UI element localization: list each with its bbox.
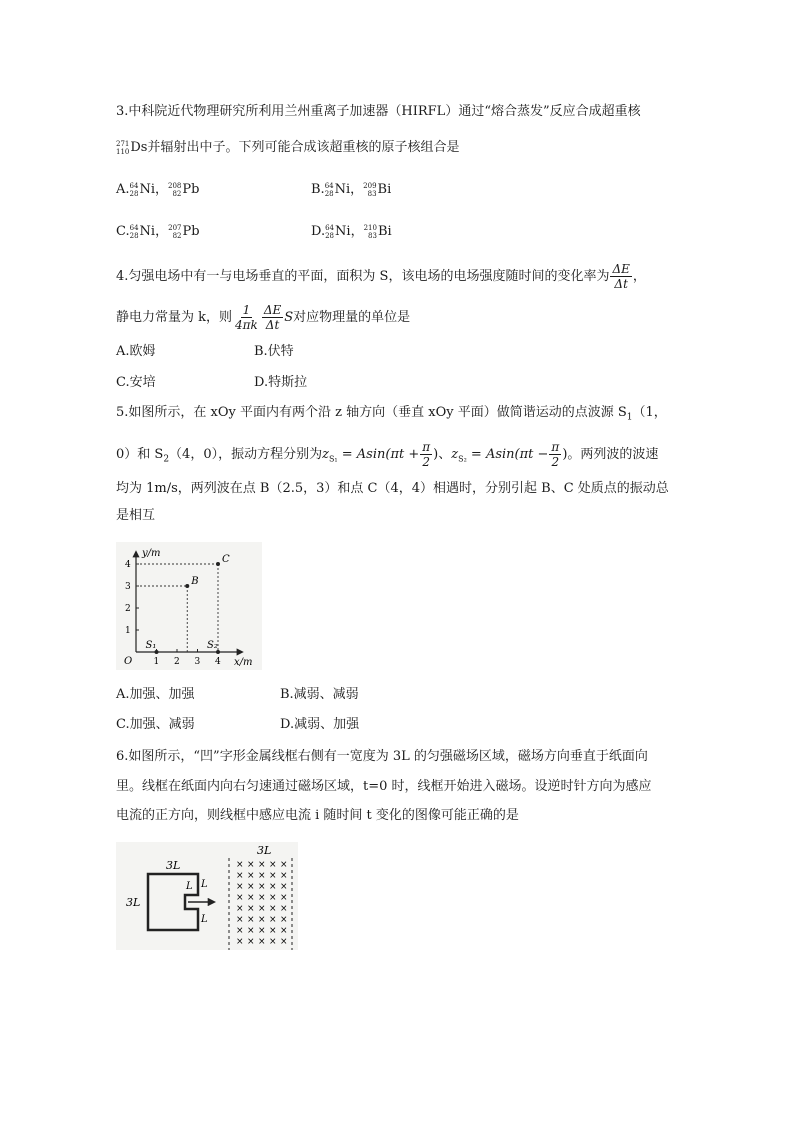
q5-line1: 5.如图所示，在 xOy 平面内有两个沿 z 轴方向（垂直 xOy 平面）做简谐运动的点波源 $S_1(1$，: [116, 405, 667, 423]
q5-option-c: C.加强、减弱: [116, 717, 195, 732]
ds-symbol: Ds: [130, 140, 148, 155]
upper-segment-label: L: [201, 879, 208, 890]
q5-line3: 均为 1m/s，两列波在点 B（2.5，3）和点 C（4，4）相遇时，分别引起 B、C 处质点的振动总: [116, 481, 669, 496]
q6-line3: 电流的正方向，则线框中感应电流 i 随时间 t 变化的图像可能正确的是: [116, 808, 519, 823]
q3-option-a: A. 64 28 Ni， 208 82 Pb: [116, 181, 200, 198]
field-cross: ×: [236, 915, 244, 925]
field-cross: ×: [236, 871, 244, 881]
field-cross: ×: [258, 871, 266, 881]
coef-fraction: $\frac{1}{4\pi k}$: [235, 303, 258, 332]
field-cross: ×: [258, 860, 266, 870]
de-dt-fraction: $\frac{\Delta E}{\Delta t}$: [612, 262, 630, 291]
q3-option-d: D. 64 28 Ni， 210 83 Bi: [311, 223, 392, 240]
field-cross: ×: [269, 904, 277, 914]
q6-line1: 6.如图所示，“凹”字形金属线框右侧有一宽度为 3L 的匀强磁场区域，磁场方向垂直于纸面向: [116, 749, 648, 764]
field-cross: ×: [280, 926, 288, 936]
q4-line1: 4.匀强电场中有一与电场垂直的平面，面积为 S，该电场的电场强度随时间的变化率为 $\frac{\Delta E}{\Delta t}$ ，: [116, 262, 646, 291]
q4-option-a: A.欧姆: [116, 344, 156, 359]
field-cross: ×: [280, 893, 288, 903]
field-cross: ×: [258, 893, 266, 903]
point-B: [185, 584, 189, 588]
y-tick-label: 4: [125, 560, 131, 570]
field-width-label: 3L: [257, 844, 272, 857]
y-tick-label: 2: [125, 604, 131, 614]
de-dt-fraction-2: $\frac{\Delta E}{\Delta t}$: [263, 303, 282, 332]
q5-coordinate-plot: [116, 542, 262, 670]
point-label-S₁: S₁: [145, 640, 157, 651]
point-label-C: C: [222, 554, 230, 565]
q3-option-b: B. 64 28 Ni， 209 83 Bi: [311, 181, 392, 198]
lower-segment-label: L: [201, 914, 208, 925]
field-cross: ×: [258, 926, 266, 936]
origin-label: O: [124, 656, 133, 667]
field-cross: ×: [269, 882, 277, 892]
field-cross: ×: [247, 926, 255, 936]
field-cross: ×: [258, 937, 266, 947]
q4-line2: 静电力常量为 k，则 $\frac{1}{4\pi k}$ $\frac{\Delta E}{\Delta t}$ S对应物理量的单位是: [116, 303, 411, 332]
q4-option-c: C.安培: [116, 375, 156, 390]
field-cross: ×: [236, 937, 244, 947]
field-cross: ×: [269, 871, 277, 881]
q3-line1: 3.中科院近代物理研究所利用兰州重离子加速器（HIRFL）通过“熔合蒸发”反应合成超重核: [116, 104, 641, 119]
q5-line2: 0）和 $S_2(4$，0），振动方程分别为$z_{S_1} = Asin(\pi t$ + $\frac{\pi}{2}$ )、$z_{S_2} = Asin(\pi t$ − $\frac{\pi}{2}$ )。两列波的波速: [116, 440, 659, 469]
field-cross: ×: [247, 937, 255, 947]
field-cross: ×: [236, 893, 244, 903]
field-cross: ×: [247, 882, 255, 892]
field-cross: ×: [280, 937, 288, 947]
field-cross: ×: [269, 926, 277, 936]
field-cross: ×: [280, 882, 288, 892]
q3-option-c: C. 64 28 Ni， 207 82 Pb: [116, 223, 200, 240]
q4-option-b: B.伏特: [254, 344, 294, 359]
x-axis-label: x/m: [234, 657, 253, 668]
x-tick-label: 1: [153, 657, 160, 667]
field-cross: ×: [247, 915, 255, 925]
q6-line2: 里。线框在纸面内向右匀速通过磁场区域，t=0 时，线框开始进入磁场。设逆时针方向为感应: [116, 779, 652, 794]
x-tick-label: 3: [194, 657, 201, 667]
point-label-S₂: S₂: [207, 640, 218, 651]
q5-option-b: B.减弱、减弱: [280, 687, 359, 702]
left-height-label: 3L: [126, 896, 141, 909]
field-cross: ×: [247, 904, 255, 914]
q5-line4: 是相互: [116, 508, 156, 523]
notch-depth-label: L: [186, 881, 193, 892]
ds-isotope-numbers: 271 110: [116, 139, 130, 156]
field-cross: ×: [247, 871, 255, 881]
field-cross: ×: [269, 915, 277, 925]
field-cross: ×: [269, 893, 277, 903]
field-cross: ×: [269, 937, 277, 947]
field-cross: ×: [269, 860, 277, 870]
q4-option-d: D.特斯拉: [254, 375, 308, 390]
magnetic-field-crosses: [236, 860, 288, 947]
field-cross: ×: [280, 904, 288, 914]
top-width-label: 3L: [166, 859, 181, 872]
field-cross: ×: [247, 893, 255, 903]
y-tick-label: 1: [125, 626, 131, 636]
q3-line2: 271 110 Ds并辐射出中子。下列可能合成该超重核的原子核组合是: [116, 139, 460, 156]
field-cross: ×: [236, 926, 244, 936]
q6-figure: [116, 842, 298, 950]
field-cross: ×: [247, 860, 255, 870]
field-cross: ×: [236, 904, 244, 914]
x-tick-label: 2: [174, 657, 180, 667]
field-cross: ×: [258, 904, 266, 914]
field-cross: ×: [236, 882, 244, 892]
q5-option-d: D.减弱、加强: [280, 717, 360, 732]
field-cross: ×: [258, 882, 266, 892]
point-C: [216, 562, 220, 566]
field-cross: ×: [236, 860, 244, 870]
field-cross: ×: [280, 871, 288, 881]
q5-option-a: A.加强、加强: [116, 687, 195, 702]
field-cross: ×: [258, 915, 266, 925]
y-axis-label: y/m: [142, 548, 161, 559]
q6-diagram: [116, 842, 298, 950]
point-label-B: B: [191, 576, 199, 587]
q5-figure: [116, 542, 262, 670]
field-cross: ×: [280, 915, 288, 925]
x-tick-label: 4: [215, 657, 221, 667]
field-cross: ×: [280, 860, 288, 870]
y-tick-label: 3: [125, 582, 131, 592]
